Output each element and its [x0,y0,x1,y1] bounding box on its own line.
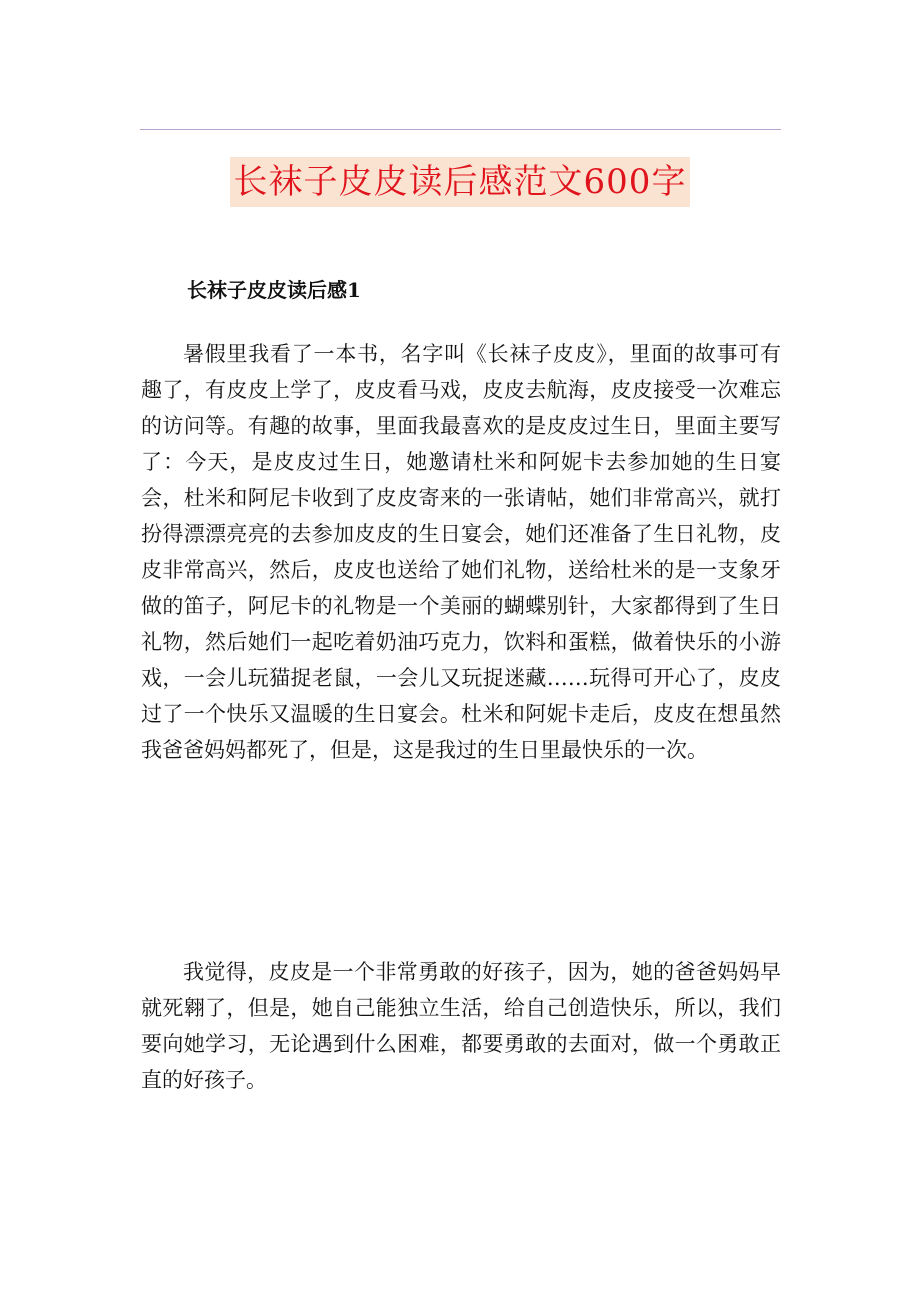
body-paragraph-2: 我觉得，皮皮是一个非常勇敢的好孩子，因为，她的爸爸妈妈早就死翱了，但是，她自己能独立生活，给自己创造快乐，所以，我们要向她学习，无论遇到什么困难，都要勇敢的去面对，做一个勇敢正直的好孩子。 [141,960,781,1092]
page-title: 长袜子皮皮读后感范文600字 [230,157,691,207]
header-divider [140,129,781,130]
section-heading: 长袜子皮皮读后感1 [187,278,361,302]
body-paragraph-1: 暑假里我看了一本书，名字叫《长袜子皮皮》，里面的故事可有趣了，有皮皮上学了，皮皮看马戏，皮皮去航海，皮皮接受一次难忘的访问等。有趣的故事，里面我最喜欢的是皮皮过生日，里面主要写了：今天，是皮皮过生日，她邀请杜米和阿妮卡去参加她的生日宴会，杜米和阿尼卡收到了皮皮寄来的一张请帖，她们非常高兴，就打扮得漂漂亮亮的去参加皮皮的生日宴会，她们还准备了生日礼物，皮皮非常高兴，然后，皮皮也送给了她们礼物，送给杜米的是一支象牙做的笛子，阿尼卡的礼物是一个美丽的蝴蝶别针，大家都得到了生日礼物，然后她们一起吃着奶油巧克力，饮料和蛋糕，做着快乐的小游戏，一会儿玩猫捉老鼠，一会儿又玩捉迷藏……玩得可开心了，皮皮过了一个快乐又温暖的生日宴会。杜米和阿妮卡走后，皮皮在想虽然我爸爸妈妈都死了，但是，这是我过的生日里最快乐的一次。 [141,342,781,762]
title-container [0,157,920,207]
